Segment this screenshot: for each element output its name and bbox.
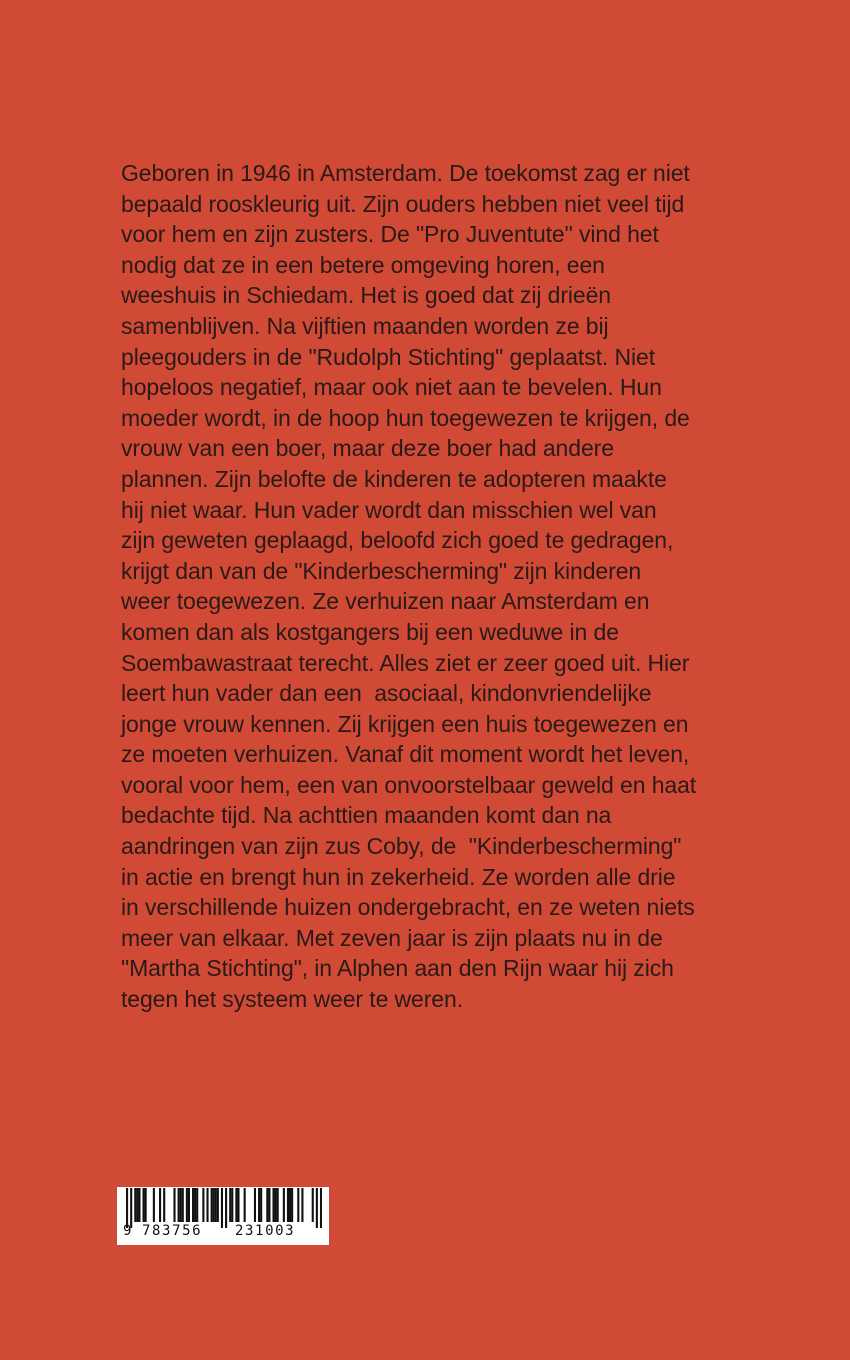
barcode-bar (229, 1188, 231, 1222)
barcode-bar (145, 1188, 147, 1222)
barcode-bar (192, 1188, 194, 1222)
barcode-digits (117, 1223, 329, 1243)
barcode-bar (283, 1188, 285, 1222)
blurb-line: jonge vrouw kennen. Zij krijgen een huis toegewezen en (121, 710, 689, 737)
blurb-line: ze moeten verhuizen. Vanaf dit moment wordt het leven, (121, 741, 690, 768)
blurb-line: in verschillende huizen ondergebracht, en ze weten niets (121, 894, 695, 921)
barcode-bar (275, 1188, 277, 1222)
barcode-bar (163, 1188, 165, 1222)
blurb-line: meer van elkaar. Met zeven jaar is zijn plaats nu in de (121, 924, 663, 951)
barcode-bar (237, 1188, 239, 1222)
barcode-bar (143, 1188, 145, 1222)
blurb-line: vooral voor hem, een van onvoorstelbaar geweld en haat (121, 771, 697, 798)
barcode-bar (138, 1188, 140, 1222)
barcode-bar (126, 1188, 128, 1228)
barcode-bar (266, 1188, 268, 1222)
barcode-bar (180, 1188, 182, 1222)
blurb-line: moeder wordt, in de hoop hun toegewezen te krijgen, de (121, 404, 690, 431)
blurb-line: tegen het systeem weer te weren. (121, 986, 463, 1013)
barcode-bar (211, 1188, 213, 1222)
barcode-bar (159, 1188, 161, 1222)
blurb-line: leert hun vader dan een asociaal, kindonvriendelijke (121, 680, 652, 707)
blurb-line: "Martha Stichting", in Alphen aan den Rijn waar hij zich (121, 955, 674, 982)
blurb-line: weer toegewezen. Ze verhuizen naar Amsterdam en (121, 588, 650, 615)
barcode-bar (312, 1188, 314, 1222)
barcode-bar (202, 1188, 204, 1222)
barcode-bars (126, 1188, 322, 1228)
blurb-line: weeshuis in Schiedam. Het is goed dat zij drieën (121, 282, 611, 309)
barcode-lead-digit: 9 (123, 1223, 134, 1239)
barcode-bar (217, 1188, 219, 1222)
barcode-bar (287, 1188, 289, 1222)
blurb-line: voor hem en zijn zusters. De "Pro Juventute" vind het (121, 221, 659, 248)
blurb-line: in actie en brengt hun in zekerheid. Ze worden alle drie (121, 863, 676, 890)
barcode-bar (221, 1188, 223, 1228)
barcode-bar (289, 1188, 291, 1222)
blurb-line: hopeloos negatief, maar ook niet aan te bevelen. Hun (121, 374, 662, 401)
blurb-line: vrouw van een boer, maar deze boer had andere (121, 435, 614, 462)
blurb-line: bedachte tijd. Na achttien maanden komt dan na (121, 802, 612, 829)
barcode-bar (173, 1188, 175, 1222)
barcode-bar (272, 1188, 274, 1222)
barcode-bar (134, 1188, 136, 1222)
isbn-barcode (117, 1187, 329, 1245)
barcode-bar (291, 1188, 293, 1222)
barcode-bar (213, 1188, 215, 1222)
barcode-bar (316, 1188, 318, 1228)
barcode-bar (196, 1188, 198, 1222)
barcode-bar (297, 1188, 299, 1222)
barcode-right-group: 231003 (235, 1223, 296, 1239)
barcode-bar (153, 1188, 155, 1222)
barcode-bar (235, 1188, 237, 1222)
blurb-text (121, 158, 761, 1015)
blurb-line: zijn geweten geplaagd, beloofd zich goed te gedragen, (121, 527, 674, 554)
blurb-line: pleegouders in de "Rudolph Stichting" geplaatst. Niet (121, 343, 655, 370)
barcode-bar (182, 1188, 184, 1222)
barcode-bar (301, 1188, 303, 1222)
barcode-bar (277, 1188, 279, 1222)
barcode-bar (215, 1188, 217, 1222)
barcode-bar (244, 1188, 246, 1222)
blurb-line: komen dan als kostgangers bij een weduwe in de (121, 618, 619, 645)
blurb-line: nodig dat ze in een betere omgeving horen, een (121, 251, 605, 278)
barcode-bar (254, 1188, 256, 1222)
blurb-line: Geboren in 1946 in Amsterdam. De toekomst zag er niet (121, 160, 690, 186)
barcode-bar (186, 1188, 188, 1222)
blurb-line: Soembawastraat terecht. Alles ziet er zeer goed uit. Hier (121, 649, 690, 676)
barcode-left-group: 783756 (142, 1223, 203, 1239)
barcode-bar (225, 1188, 227, 1228)
blurb-line: aandringen van zijn zus Coby, de "Kinderbescherming" (121, 833, 682, 860)
barcode-bar (194, 1188, 196, 1222)
blurb-line: plannen. Zijn belofte de kinderen te adopteren maakte (121, 465, 667, 492)
barcode-bar (130, 1188, 132, 1228)
blurb-line: krijgt dan van de "Kinderbescherming" zijn kinderen (121, 557, 642, 584)
barcode-bar (268, 1188, 270, 1222)
barcode-bar (188, 1188, 190, 1222)
barcode-bar (258, 1188, 260, 1222)
barcode-bar (136, 1188, 138, 1222)
blurb-line: hij niet waar. Hun vader wordt dan misschien wel van (121, 496, 657, 523)
barcode-bar (320, 1188, 322, 1228)
barcode-bar (206, 1188, 208, 1222)
barcode-bar (178, 1188, 180, 1222)
barcode-graphic (126, 1188, 322, 1228)
barcode-bar (231, 1188, 233, 1222)
barcode-bar (260, 1188, 262, 1222)
blurb-line: bepaald rooskleurig uit. Zijn ouders hebben niet veel tijd (121, 190, 685, 217)
blurb-line: samenblijven. Na vijftien maanden worden ze bij (121, 312, 609, 339)
